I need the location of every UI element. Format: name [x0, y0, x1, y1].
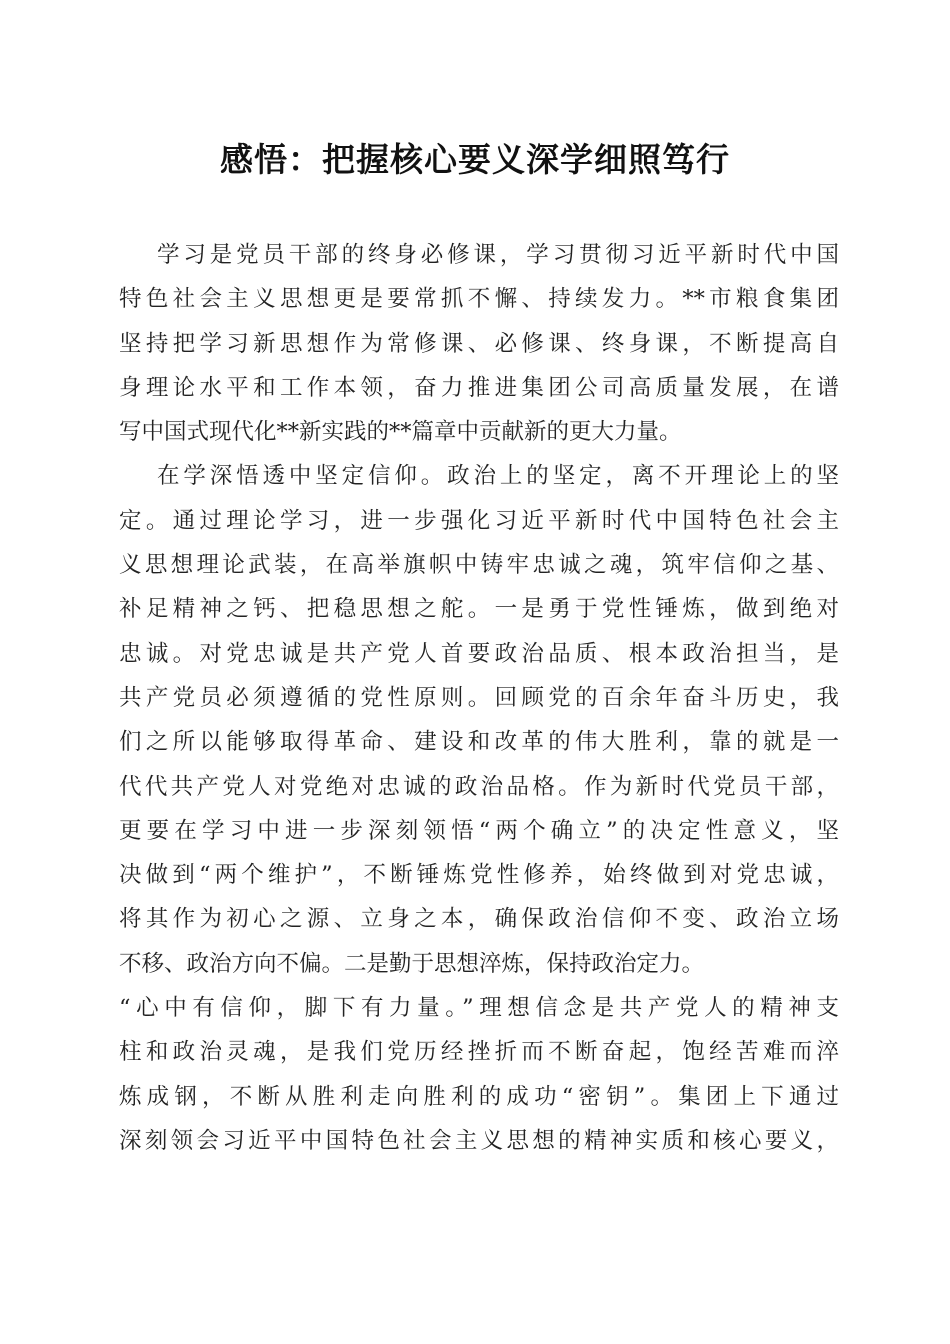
text-line: 共产党员必须遵循的党性原则。回顾党的百余年奋斗历史，我: [119, 684, 839, 711]
text-line: 特色社会主义思想更是要常抓不懈、持续发力。**市粮食集团: [119, 286, 839, 313]
text-line: 学习是党员干部的终身必修课，学习贯彻习近平新时代中国: [157, 242, 839, 268]
text-line: 将其作为初心之源、立身之本，确保政治信仰不变、政治立场: [119, 906, 839, 933]
text-line: 代代共产党人对党绝对忠诚的政治品格。作为新时代党员干部，: [119, 773, 839, 800]
text-line: 深刻领会习近平中国特色社会主义思想的精神实质和核心要义，: [119, 1127, 839, 1154]
text-line: 补足精神之钙、把稳思想之舵。一是勇于党性锤炼，做到绝对: [119, 596, 839, 623]
text-line: 柱和政治灵魂，是我们党历经挫折而不断奋起，饱经苦难而淬: [119, 1039, 839, 1066]
text-line: 定。通过理论学习，进一步强化习近平新时代中国特色社会主: [119, 507, 839, 534]
body-text: [119, 233, 839, 1163]
page-title: 感悟：把握核心要义深学细照笃行: [220, 140, 730, 179]
text-line: 炼成钢，不断从胜利走向胜利的成功“密钥”。集团上下通过: [119, 1083, 839, 1110]
text-line: 不移、政治方向不偏。二是勤于思想淬炼，保持政治定力。: [119, 950, 705, 977]
text-line: 身理论水平和工作本领，奋力推进集团公司高质量发展，在谱: [119, 374, 839, 401]
text-line: 义思想理论武装，在高举旗帜中铸牢忠诚之魂，筑牢信仰之基、: [119, 552, 839, 579]
text-line: 们之所以能够取得革命、建设和改革的伟大胜利，靠的就是一: [119, 729, 839, 756]
paragraph-1: [119, 233, 839, 454]
text-line: 更要在学习中进一步深刻领悟“两个确立”的决定性意义，坚: [119, 817, 839, 844]
text-line: 坚持把学习新思想作为常修课、必修课、终身课，不断提高自: [119, 330, 839, 357]
text-line: 忠诚。对党忠诚是共产党人首要政治品质、根本政治担当，是: [119, 640, 839, 667]
text-line: 决做到“两个维护”，不断锤炼党性修养，始终做到对党忠诚，: [119, 862, 839, 889]
text-line: 在学深悟透中坚定信仰。政治上的坚定，离不开理论上的坚: [157, 463, 839, 490]
text-line: 写中国式现代化**新实践的**篇章中贡献新的更大力量。: [119, 419, 682, 446]
text-line: “心中有信仰，脚下有力量。”理想信念是共产党人的精神支: [119, 995, 839, 1022]
paragraph-2: [119, 454, 839, 1163]
